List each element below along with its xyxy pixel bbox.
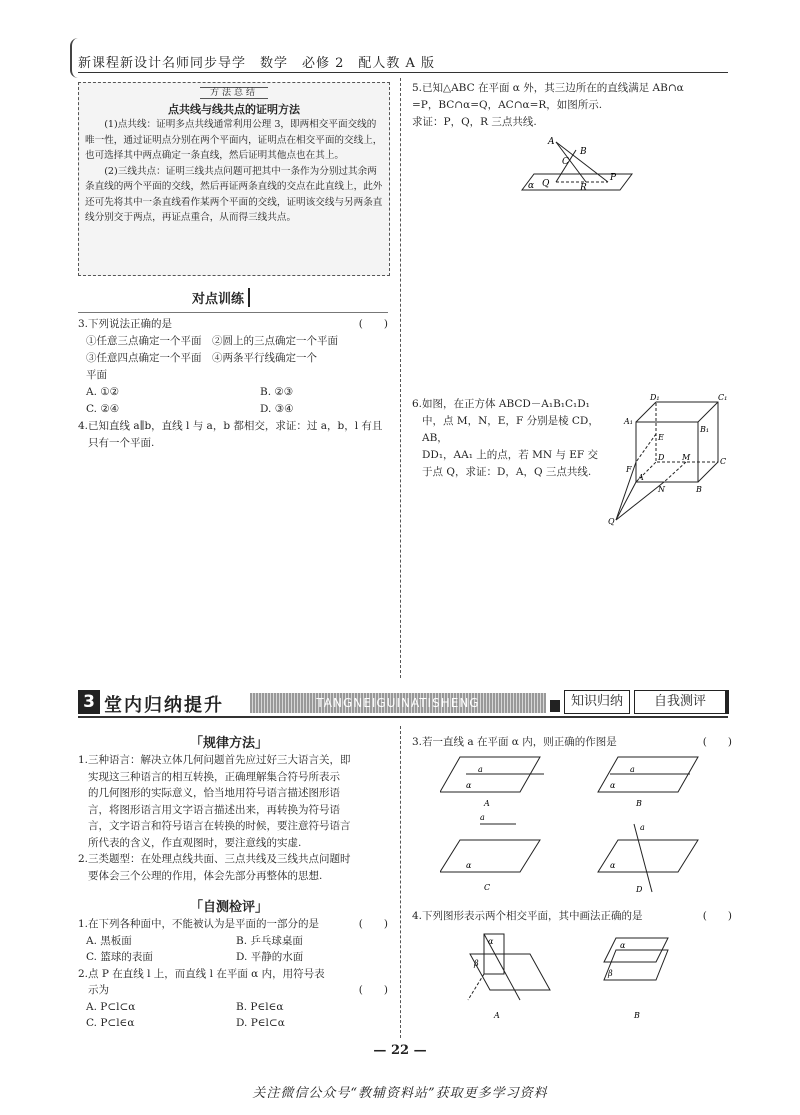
q6-edge-a1d1 [636,402,656,422]
rq4-fig-a-label-alpha: α [488,937,494,946]
rules-p1a: 1.三种语言：解决立体几何问题首先应过好三大语言关，即 [78,754,351,766]
section-banner [78,690,728,718]
q6-label-c1: C₁ [718,393,728,402]
rq4-fig-a-hidden [468,974,484,1000]
rq4-label-A: A [494,1011,500,1020]
rq3-fig-a-label-alpha: α [466,781,472,790]
footer-note: 关注微信公众号“教辅资料站”获取更多学习资料 [252,1086,548,1101]
q3-stem: 3.下列说法正确的是 [78,318,173,330]
summary-paragraph-1: (1)点共线：证明多点共线通常利用公理 3，即两相交平面交线的唯一性，通过证明点分别在两个平面内，证明点在相交平面的交线上，也可选择其中两点确定一条直线，然后证明其他点也在其上。 [85,119,383,161]
rq4-fig-b-plane-beta [604,950,668,980]
page-number: — 22 — [373,1043,427,1058]
st-q2-option-b: B. P∈l∈α [236,1000,284,1013]
q6-label-m: M [682,453,691,462]
method-summary-box [78,82,390,276]
question-5 [412,80,732,131]
q5-label-r: R [580,183,587,193]
st-q1-stem: 1.在下列各种面中，不能被认为是平面的一部分的是 [78,918,320,930]
rules-p1b: 实现这三种语言的相互转换，正确理解集合符号所表示 [88,770,340,783]
st-q1-option-a: A. 黑板面 [86,934,132,947]
rq4-fig-b-label-beta: β [608,969,613,978]
summary-paragraph-2: (2)三线共点：证明三线共点问题可把其中一条作为分别过其余两条直线的两个平面的交线，然后再证两条直线的交点在此直线上，此外还可先将其中一条直线看作某两个平面的交线，证明该交线与另两条直线分别交于两点，再证点重合，从而得三线共点。 [85,165,383,223]
q6-line2: 中，点 M，N，E，F 分别是棱 CD，AB， [422,415,599,444]
column-divider-bottom [400,726,401,1038]
rq3-fig-c-label-alpha: α [466,861,472,870]
q5-label-q: Q [542,179,550,189]
q5-figure [520,132,640,194]
q5-line3: 求证：P，Q，R 三点共线. [412,116,537,128]
rq3-fig-b-label-a: a [630,765,635,774]
rq3-fig-b-label-alpha: α [610,781,616,790]
q6-cube-figure [606,392,731,527]
q3-option-d: D. ③④ [260,403,294,415]
q3-line2: ③任意四点确定一个平面 ④两条平行线确定一个 [86,352,317,364]
rules-p2a: 2.三类题型：在处理点线共面、三点共线及三线共点问题时 [78,853,351,865]
rq4-fig-b-label-alpha: α [620,941,626,950]
q6-label-a1: A₁ [624,417,633,426]
q6-line-aq [616,482,636,520]
banner-number: 3 [78,690,100,714]
practice-rule [78,312,388,313]
st-q2-option-a: A. P⊂l⊂α [86,1000,136,1013]
q3-line1: ①任意三点确定一个平面 ②圆上的三点确定一个平面 [86,335,338,347]
right-question-3 [412,734,732,751]
q6-label-b: B [696,485,702,494]
rq4-stem: 4.下列图形表示两个相交平面，其中画法正确的是 [412,910,643,922]
q6-line-mn [664,462,686,482]
st-q2-line2: 示为 [88,984,109,996]
st-q1-option-b: B. 乒乓球桌面 [236,934,303,947]
right-question-4 [412,908,732,925]
rules-heading: 「规律方法」 [190,736,269,751]
question-6 [412,396,622,481]
header-rule [78,72,728,73]
banner-rule [78,716,728,718]
q5-label-c: C [562,157,569,167]
rules-p1d: 言，将图形语言用文字语言描述出来，再转换为符号语 [88,803,340,816]
q6-label-q: Q [608,517,615,526]
q6-label-d1: D₁ [650,393,660,402]
rq3-figures [440,752,710,900]
q6-label-b1: B₁ [700,425,710,434]
q6-line-ef [636,434,656,462]
st-q1-option-c: C. 篮球的表面 [86,951,153,963]
banner-tab-selftest: 自我测评 [634,690,729,714]
q5-line2: =P，BC∩α=Q，AC∩α=R，如图所示. [412,99,603,111]
q6-label-f: F [626,465,632,474]
rq3-fig-c-plane [440,840,540,872]
st-q1-paren: ( ) [358,918,388,930]
st-q2-paren: ( ) [358,984,388,996]
question-3 [78,316,388,452]
rq3-label-C: C [484,883,491,892]
q5-label-a: A [548,137,555,147]
q3-paren: ( ) [358,318,388,330]
rq4-fig-a-label-beta: β [474,959,479,968]
practice-badge: 对点训练 [188,288,250,307]
selftest-questions [78,916,388,1032]
q6-line1: 6.如图，在正方体 ABCD－A₁B₁C₁D₁ [412,398,590,410]
rq4-fig-a-plane-beta [470,954,550,990]
summary-body [85,117,383,226]
st-q2-option-c: C. P⊂l∈α [86,1017,135,1029]
rules-p1e: 言，文字语言和符号语言在转换的时候，要注意符号语言 [88,820,351,832]
column-divider [400,78,401,678]
rules-p1c: 的几何图形的实际意义，恰当地用符号语言描述图形语 [88,787,340,799]
summary-subtitle: 点共线与线共点的证明方法 [168,103,300,116]
q3-option-c: C. ②④ [86,403,120,415]
banner-square-icon [550,700,560,712]
st-q1-option-d: D. 平静的水面 [236,951,304,963]
rq4-paren: ( ) [702,910,732,922]
q6-line-nq [616,482,664,520]
rq3-paren: ( ) [702,736,732,748]
q6-label-c: C [720,457,727,466]
banner-title: 堂内归纳提升 [104,695,224,716]
q5-label-p: P [610,173,617,183]
page-header: 新课程新设计名师同步导学 数学 必修 2 配人教 A 版 [78,56,436,71]
rq4-figures [460,930,690,1028]
rq3-label-D: D [636,885,643,894]
q6-label-d: D [658,453,665,462]
rq3-fig-c-label-a: a [480,813,485,822]
rq3-label-A: A [484,799,490,808]
q6-label-a: A [638,473,644,482]
rq3-fig-a-label-a: a [478,765,483,774]
q4-line2: 只有一个平面. [88,437,155,449]
st-q2-line1: 2.点 P 在直线 l 上，而直线 l 在平面 α 内，用符号表 [78,967,325,980]
rules-p2b: 要体会三个公理的作用，体会先部分再整体的思想. [88,869,323,882]
rules-body [78,752,396,884]
rq3-fig-d-label-alpha: α [610,861,616,870]
q6-line4: 于点 Q，求证：D，A，Q 三点共线. [422,466,592,478]
q4-line1: 4.已知直线 a∥b，直线 l 与 a，b 都相交，求证：过 a，b，l 有且 [78,420,383,432]
summary-label: 方法总结 [200,87,268,99]
q5-line1: 5.已知△ABC 在平面 α 外，其三边所在的直线满足 AB∩α [412,82,684,94]
rules-p1f: 所代表的含义，作直观图时，要注意线的实虚. [88,836,302,849]
st-q2-option-d: D. P∈l⊂α [236,1017,285,1029]
selftest-heading: 「自测检评」 [190,900,269,915]
q5-label-b: B [580,147,587,157]
q3-line3: 平面 [86,369,107,381]
banner-tab-knowledge: 知识归纳 [564,690,630,714]
rq3-fig-d-line [634,824,652,892]
q3-option-b: B. ②③ [260,386,294,398]
q6-label-n: N [658,485,665,494]
q6-line3: DD₁，AA₁ 上的点，若 MN 与 EF 交 [422,449,598,461]
q6-edge-b1c1 [698,402,718,422]
banner-pinyin: TANGNEIGUINATISHENG [250,693,546,713]
q3-option-a: A. ①② [86,386,120,398]
q5-label-alpha: α [528,181,535,191]
rq4-label-B: B [634,1011,640,1020]
rq3-stem: 3.若一直线 a 在平面 α 内，则正确的作图是 [412,736,617,748]
q6-label-e: E [658,433,664,442]
rq3-fig-d-label-a: a [640,823,645,832]
rq3-label-B: B [636,799,642,808]
q6-edge-bc [698,462,718,482]
